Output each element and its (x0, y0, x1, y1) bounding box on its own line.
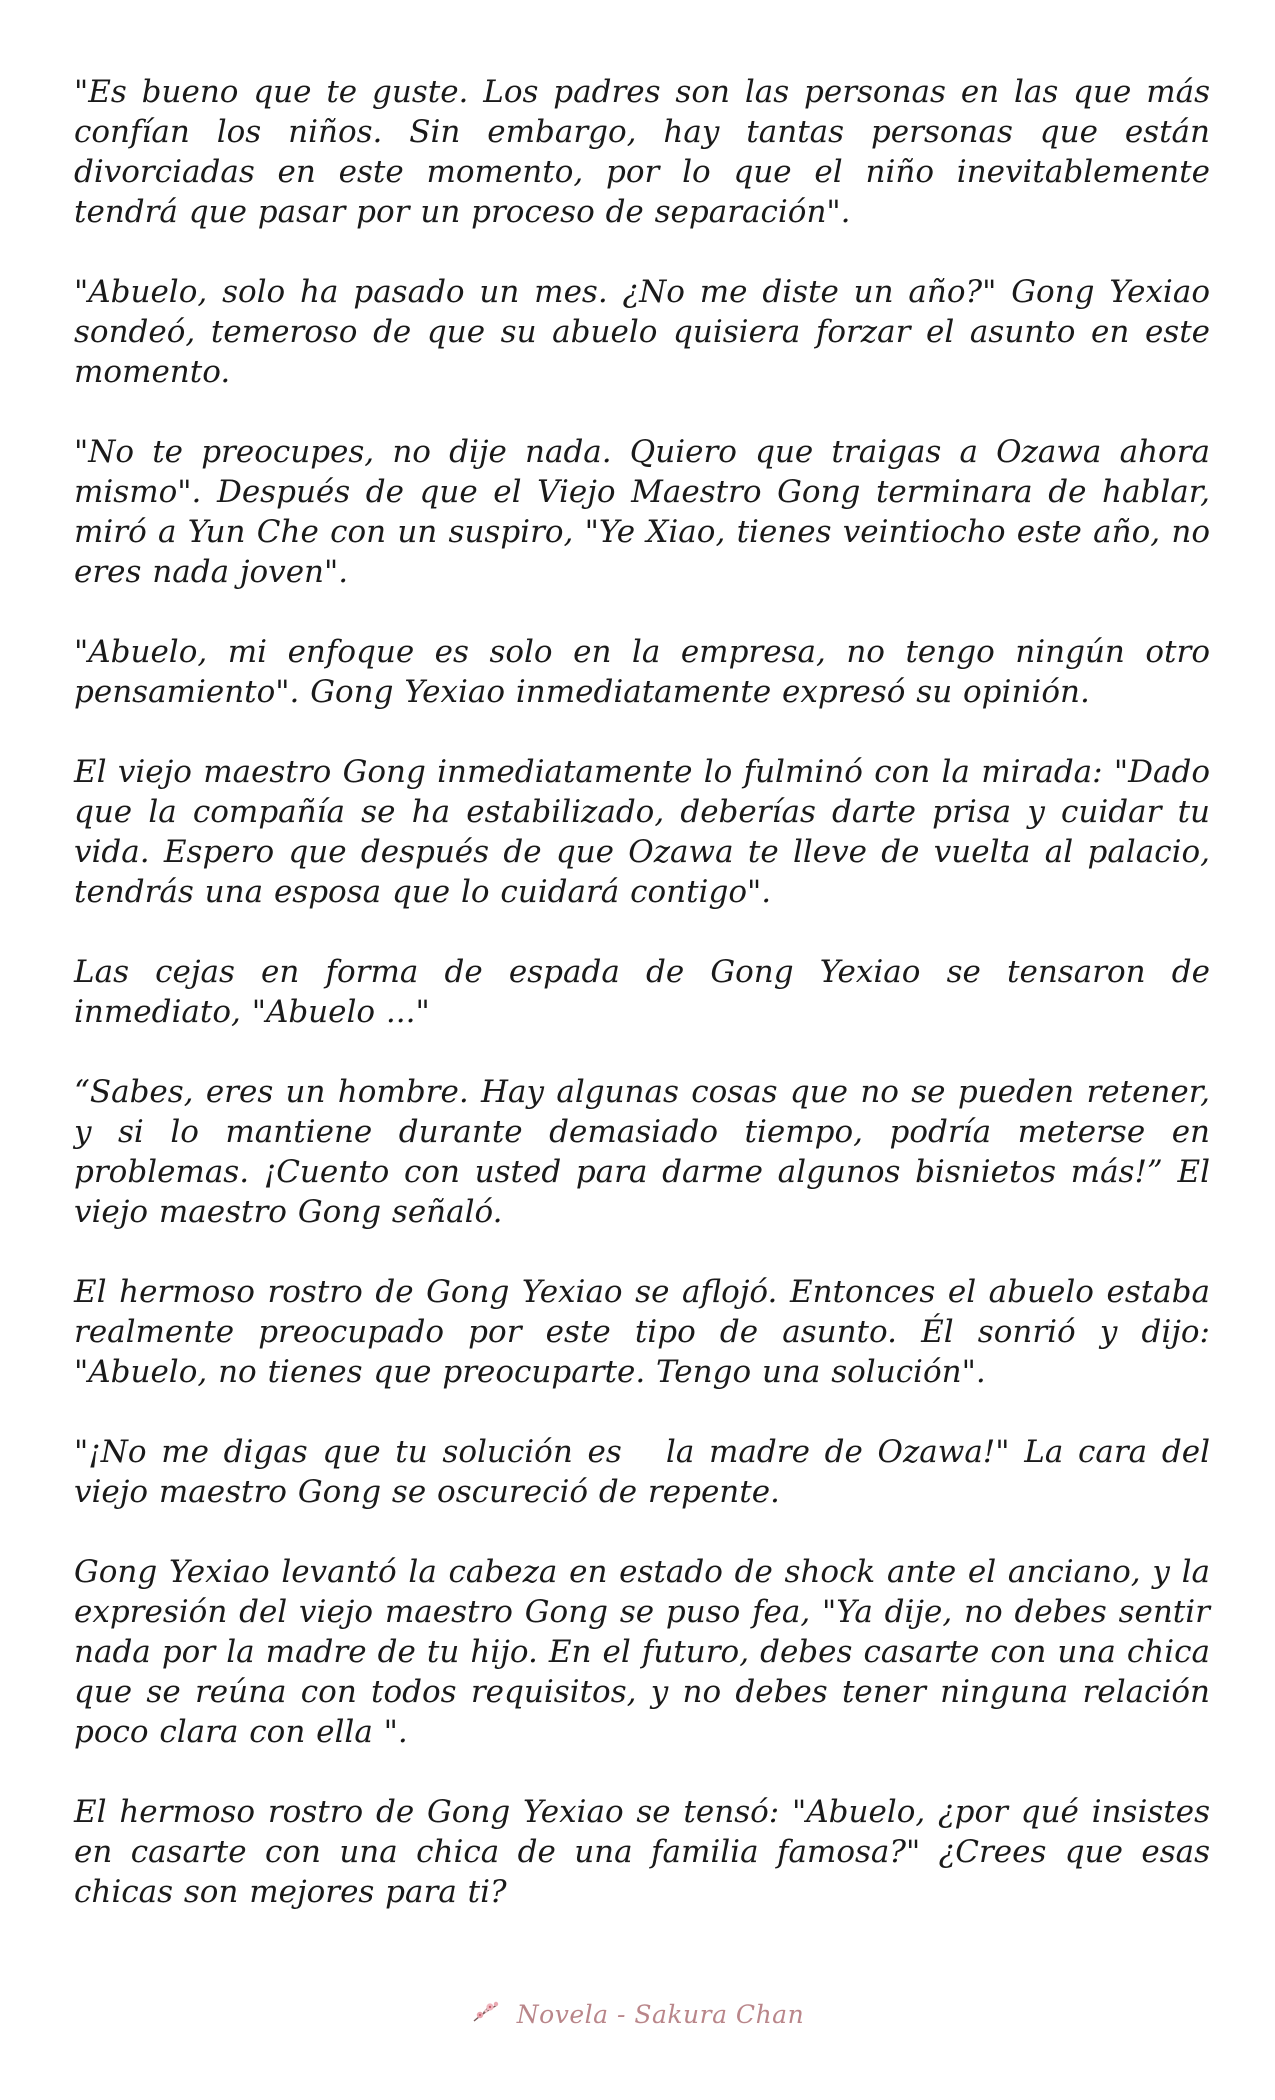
paragraph: Las cejas en forma de espada de Gong Yexiao se tensaron de inmediato, "Abuelo ..." (74, 954, 1210, 1030)
paragraph: "No te preocupes, no dije nada. Quiero que traigas a Ozawa ahora mismo". Después de que el Viejo Maestro Gong terminara de hablar, miró a Yun Che con un suspiro, "Ye Xiao, tienes veintiocho este año, no eres nada joven". (74, 434, 1210, 590)
paragraph: "¡No me digas que tu solución es la madre de Ozawa!" La cara del viejo maestro Gong se oscureció de repente. (74, 1434, 1221, 1510)
footer-text: Novela - Sakura Chan (516, 2000, 805, 2029)
cherry-blossom-icon (471, 1999, 501, 2031)
paragraph: "Es bueno que te guste. Los padres son las personas en las que más confían los niños. Sin embargo, hay tantas personas que están divorciadas en este momento, por lo que el niño inevitablemente tendrá que pasar por un proceso de separación". (74, 74, 1210, 230)
paragraph: El viejo maestro Gong inmediatamente lo fulminó con la mirada: "Dado que la compañía se ha estabilizado, deberías darte prisa y cuidar tu vida. Espero que después de que Ozawa te lleve de vuelta al palacio, tendrás una esposa que lo cuidará contigo". (74, 754, 1210, 910)
paragraph: "Abuelo, mi enfoque es solo en la empresa, no tengo ningún otro pensamiento". Gong Yexiao inmediatamente expresó su opinión. (74, 634, 1210, 710)
paragraph: Gong Yexiao levantó la cabeza en estado de shock ante el anciano, y la expresión del viejo maestro Gong se puso fea, "Ya dije, no debes sentir nada por la madre de tu hijo. En el futuro, debes casarte con una chica que se reúna con todos requisitos, y no debes tener ninguna relación poco clara con ella ". (74, 1554, 1210, 1750)
paragraph: El hermoso rostro de Gong Yexiao se tensó: "Abuelo, ¿por qué insistes en casarte con una chica de una familia famosa?" ¿Crees que esas chicas son mejores para ti? (74, 1794, 1210, 1910)
paragraph: “Sabes, eres un hombre. Hay algunas cosas que no se pueden retener, y si lo mantiene durante demasiado tiempo, podría meterse en problemas. ¡Cuento con usted para darme algunos bisnietos más!” El viejo maestro Gong señaló. (74, 1074, 1210, 1230)
footer-signature (0, 1998, 1275, 2031)
paragraph: "Abuelo, solo ha pasado un mes. ¿No me diste un año?" Gong Yexiao sondeó, temeroso de que su abuelo quisiera forzar el asunto en este momento. (74, 274, 1210, 390)
paragraph: El hermoso rostro de Gong Yexiao se aflojó. Entonces el abuelo estaba realmente preocupado por este tipo de asunto. Él sonrió y dijo: "Abuelo, no tienes que preocuparte. Tengo una solución". (74, 1274, 1210, 1390)
document-body (74, 72, 1221, 1952)
